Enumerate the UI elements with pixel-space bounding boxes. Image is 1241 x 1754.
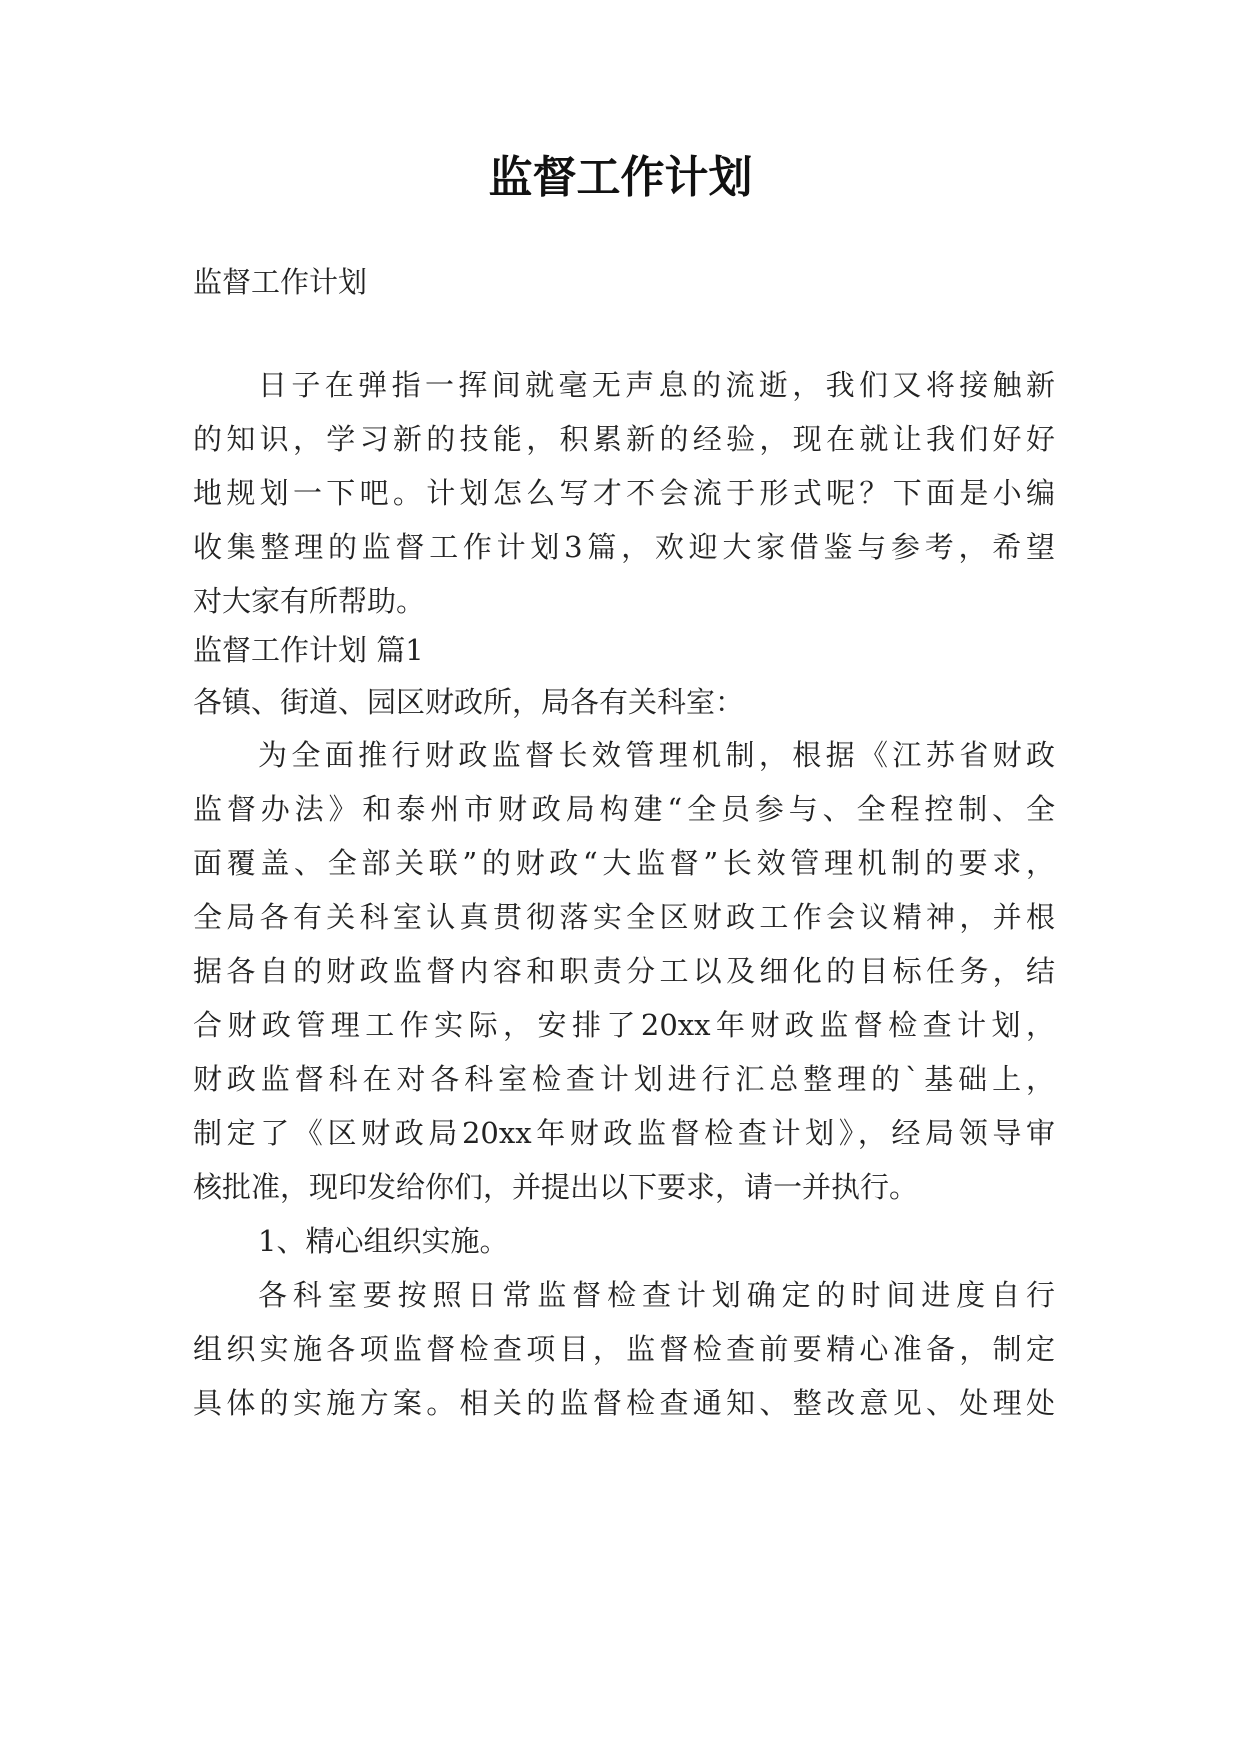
item-line: 各科室要按照日常监督检查计划确定的时间进度自行 [258, 1278, 1055, 1312]
document-title: 监督工作计划 [488, 152, 753, 203]
body-line: 据各自的财政监督内容和职责分工以及细化的目标任务，结 [193, 954, 1055, 988]
item-line: 具体的实施方案。相关的监督检查通知、整改意见、处理处 [193, 1386, 1055, 1420]
section-heading: 监督工作计划 篇1 [193, 633, 424, 667]
intro-line: 对大家有所帮助。 [193, 584, 426, 618]
body-line: 为全面推行财政监督长效管理机制，根据《江苏省财政 [258, 738, 1055, 772]
body-line: 全局各有关科室认真贯彻落实全区财政工作会议精神，并根 [193, 900, 1055, 934]
body-line: 合财政管理工作实际，安排了20xx年财政监督检查计划， [193, 1008, 1055, 1042]
body-line: 财政监督科在对各科室检查计划进行汇总整理的`基础上， [193, 1062, 1055, 1096]
body-line: 面覆盖、全部关联”的财政“大监督”长效管理机制的要求， [193, 846, 1055, 880]
item-heading: 1、精心组织实施。 [258, 1224, 509, 1258]
intro-line: 收集整理的监督工作计划3篇，欢迎大家借鉴与参考，希望 [193, 530, 1055, 564]
item-line: 组织实施各项监督检查项目，监督检查前要精心准备，制定 [193, 1332, 1055, 1366]
salutation: 各镇、街道、园区财政所，局各有关科室： [193, 685, 745, 719]
document-subtitle: 监督工作计划 [193, 265, 368, 299]
body-line: 制定了《区财政局20xx年财政监督检查计划》，经局领导审 [193, 1116, 1055, 1150]
intro-line: 的知识，学习新的技能，积累新的经验，现在就让我们好好 [193, 422, 1055, 456]
intro-line: 地规划一下吧。计划怎么写才不会流于形式呢？下面是小编 [193, 476, 1055, 510]
body-line: 监督办法》和泰州市财政局构建“全员参与、全程控制、全 [193, 792, 1055, 826]
intro-line: 日子在弹指一挥间就毫无声息的流逝，我们又将接触新 [258, 368, 1055, 402]
body-line: 核批准，现印发给你们，并提出以下要求，请一并执行。 [193, 1170, 919, 1204]
